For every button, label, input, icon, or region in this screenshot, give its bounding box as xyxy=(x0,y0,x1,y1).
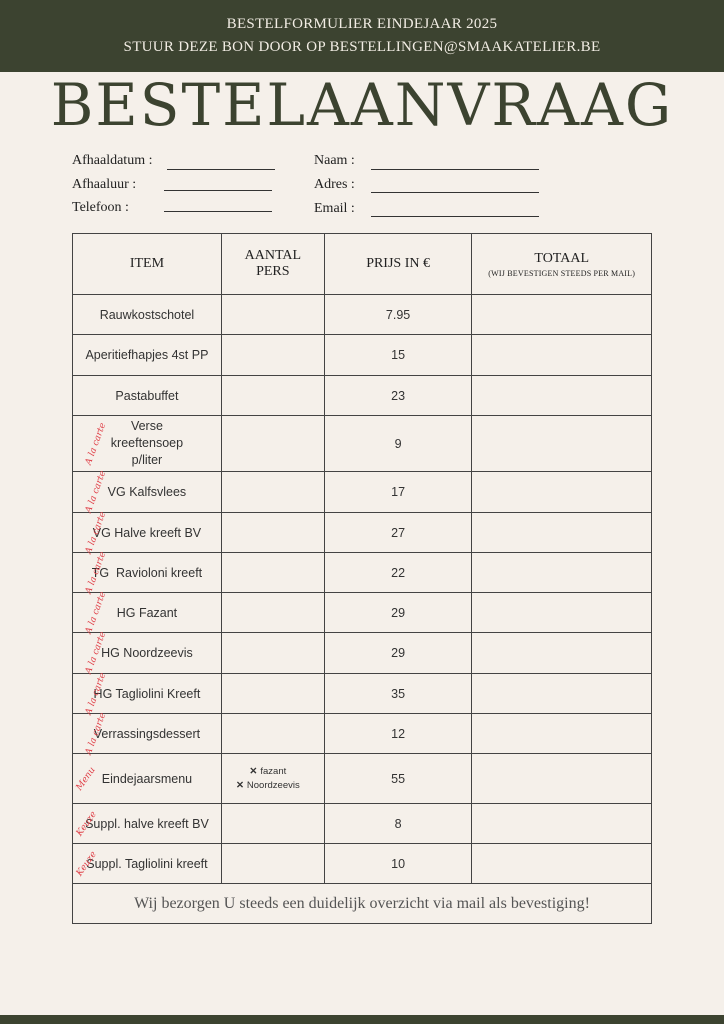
table-row xyxy=(73,472,652,513)
table-row xyxy=(73,804,652,844)
menu-option[interactable]: ✕ Noordzeevis xyxy=(235,779,300,791)
item-name: Rauwkostschotel xyxy=(73,295,222,335)
price-cell: 10 xyxy=(324,844,472,884)
aantal-cell[interactable] xyxy=(221,674,324,714)
total-cell[interactable] xyxy=(472,593,652,633)
price-cell: 7.95 xyxy=(324,295,472,335)
pickup-time-label: Afhaaluur : xyxy=(72,177,137,192)
confirmation-note: Wij bezorgen U steeds een duidelijk overzicht via mail als bevestiging! xyxy=(73,884,652,924)
item-name: A la carte VG Halve kreeft BV xyxy=(73,513,222,553)
order-table xyxy=(72,233,652,924)
bottom-bar xyxy=(0,1015,724,1024)
aantal-cell[interactable] xyxy=(221,633,324,674)
price-cell: 29 xyxy=(324,633,472,674)
aantal-cell[interactable] xyxy=(221,844,324,884)
total-cell[interactable] xyxy=(472,513,652,553)
header-aantal-line2: PERS xyxy=(256,264,290,279)
phone-label: Telefoon : xyxy=(72,200,129,215)
category-tag: A la carte xyxy=(83,510,109,555)
item-name: A la carte HG Fazant xyxy=(73,593,222,633)
category-tag: A la carte xyxy=(83,421,109,466)
total-cell[interactable] xyxy=(472,804,652,844)
aantal-cell[interactable] xyxy=(221,376,324,416)
category-tag: A la carte xyxy=(83,711,109,756)
table-row xyxy=(73,416,652,472)
header-item: ITEM xyxy=(73,234,222,295)
table-row xyxy=(73,674,652,714)
aantal-cell[interactable] xyxy=(221,513,324,553)
total-cell[interactable] xyxy=(472,633,652,674)
name-field[interactable] xyxy=(371,169,539,170)
price-cell: 22 xyxy=(324,553,472,593)
total-cell[interactable] xyxy=(472,335,652,376)
aantal-cell[interactable] xyxy=(221,553,324,593)
total-cell[interactable] xyxy=(472,674,652,714)
total-cell[interactable] xyxy=(472,714,652,754)
banner-instruction: STUUR DEZE BON DOOR OP BESTELLINGEN@SMAAKATELIER.BE xyxy=(123,39,601,55)
table-row xyxy=(73,376,652,416)
price-cell: 55 xyxy=(324,754,472,804)
item-name: A la carte VG Kalfsvlees xyxy=(73,472,222,513)
table-row xyxy=(73,714,652,754)
banner-title: BESTELFORMULIER EINDEJAAR 2025 xyxy=(226,16,498,32)
category-tag: A la carte xyxy=(83,630,109,676)
price-cell: 27 xyxy=(324,513,472,553)
email-label: Email : xyxy=(314,201,355,216)
item-name: A la carte Verse kreeftensoep p/liter xyxy=(73,416,222,472)
header-aantal-line1: AANTAL xyxy=(244,248,302,263)
item-name: A la carte TG Ravioloni kreeft xyxy=(73,553,222,593)
footer-row xyxy=(73,884,652,924)
price-cell: 35 xyxy=(324,674,472,714)
cross-icon: ✕ xyxy=(235,779,244,791)
total-cell[interactable] xyxy=(472,416,652,472)
pickup-date-field[interactable] xyxy=(167,169,275,170)
category-tag: Keuze xyxy=(74,809,99,838)
address-label: Adres : xyxy=(314,177,355,192)
total-cell[interactable] xyxy=(472,754,652,804)
item-name: Pastabuffet xyxy=(73,376,222,416)
item-name: Aperitiefhapjes 4st PP xyxy=(73,335,222,376)
table-row xyxy=(73,593,652,633)
pickup-time-field[interactable] xyxy=(164,190,272,191)
price-cell: 23 xyxy=(324,376,472,416)
item-name: A la carte Verrassingsdessert xyxy=(73,714,222,754)
total-cell[interactable] xyxy=(472,376,652,416)
header-prijs: PRIJS IN € xyxy=(324,234,472,295)
table-row xyxy=(73,754,652,804)
price-cell: 15 xyxy=(324,335,472,376)
item-name: A la carte HG Noordzeevis xyxy=(73,633,222,674)
price-cell: 9 xyxy=(324,416,472,472)
cross-icon: ✕ xyxy=(249,765,258,777)
item-name: Keuze Suppl. halve kreeft BV xyxy=(73,804,222,844)
table-row xyxy=(73,295,652,335)
price-cell: 17 xyxy=(324,472,472,513)
header-aantal xyxy=(221,234,324,295)
total-cell[interactable] xyxy=(472,472,652,513)
page-title: BESTELAANVRAAG xyxy=(50,71,674,139)
total-cell[interactable] xyxy=(472,844,652,884)
table-row xyxy=(73,553,652,593)
header-totaal xyxy=(472,234,652,295)
category-tag: Keuze xyxy=(74,849,99,878)
item-name: Keuze Suppl. Tagliolini kreeft xyxy=(73,844,222,884)
header-totaal-note: (WIJ BEVESTIGEN STEEDS PER MAIL) xyxy=(488,268,636,278)
price-cell: 29 xyxy=(324,593,472,633)
aantal-cell[interactable] xyxy=(221,593,324,633)
aantal-cell[interactable] xyxy=(221,472,324,513)
phone-field[interactable] xyxy=(164,211,272,212)
aantal-cell[interactable] xyxy=(221,295,324,335)
category-tag: A la carte xyxy=(83,671,109,716)
email-field[interactable] xyxy=(371,216,539,217)
table-row xyxy=(73,844,652,884)
menu-option[interactable]: ✕ fazant xyxy=(249,765,287,777)
item-name: Menu Eindejaarsmenu xyxy=(73,754,222,804)
total-cell[interactable] xyxy=(472,295,652,335)
price-cell: 12 xyxy=(324,714,472,754)
name-label: Naam : xyxy=(314,153,355,168)
aantal-cell[interactable] xyxy=(221,714,324,754)
total-cell[interactable] xyxy=(472,553,652,593)
menu-options xyxy=(221,754,324,804)
price-cell: 8 xyxy=(324,804,472,844)
header-totaal-label: TOTAAL xyxy=(534,250,590,266)
category-tag: A la carte xyxy=(83,590,109,635)
item-name: A la carte HG Tagliolini Kreeft xyxy=(73,674,222,714)
category-tag: A la carte xyxy=(83,469,109,515)
aantal-cell[interactable] xyxy=(221,804,324,844)
category-tag: Menu xyxy=(74,764,98,793)
top-banner xyxy=(0,0,724,72)
aantal-cell[interactable] xyxy=(221,416,324,472)
aantal-cell[interactable] xyxy=(221,335,324,376)
table-row xyxy=(73,335,652,376)
table-row xyxy=(73,513,652,553)
category-tag: A la carte xyxy=(83,550,109,595)
address-field[interactable] xyxy=(371,192,539,193)
pickup-date-label: Afhaaldatum : xyxy=(72,153,153,168)
table-row xyxy=(73,633,652,674)
